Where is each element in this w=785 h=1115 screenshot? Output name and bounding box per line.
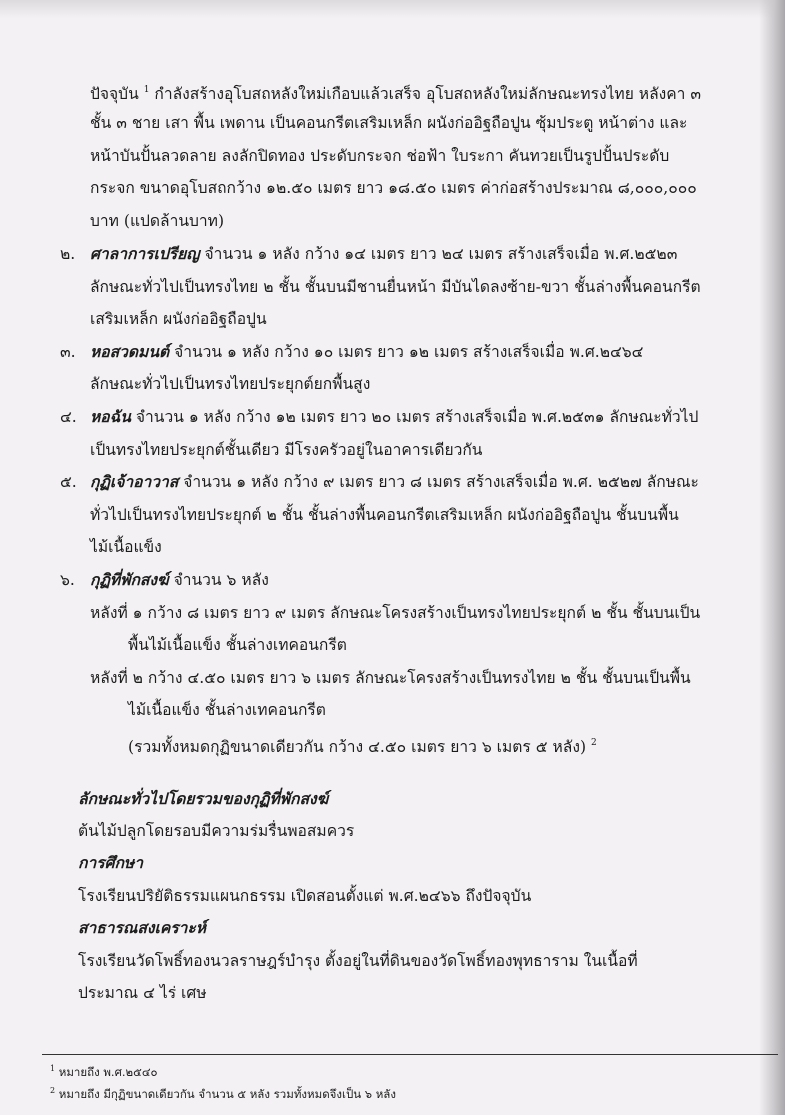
- welfare-line-1: โรงเรียนวัดโพธิ์ทองนวลราษฎร์บำรุง ตั้งอยู่ในที่ดินของวัดโพธิ์ทองพุทธาราม ในเนื้อที่: [78, 952, 638, 970]
- education-heading: การศึกษา: [78, 853, 143, 872]
- intro-line-1: ปัจจุบัน $^1$ กำลังสร้างอุโบสถหลังใหม่เกือบแล้วเสร็จ อุโบสถหลังใหม่ลักษณะทรงไทย หลังคา ๓: [90, 85, 702, 103]
- item-number: ๓.: [60, 343, 76, 361]
- item-title: หอฉัน: [90, 407, 131, 426]
- education-text: โรงเรียนปริยัติธรรมแผนกธรรม เปิดสอนตั้งแต่ พ.ศ.๒๔๖๖ ถึงปัจจุบัน: [78, 887, 532, 905]
- intro-line-2: ชั้น ๓ ชาย เสา พื้น เพดาน เป็นคอนกรีตเสริมเหล็ก ผนังก่ออิฐถือปูน ซุ้มประตู หน้าต่าง และ: [90, 114, 688, 132]
- welfare-heading: สาธารณสงเคราะห์: [78, 918, 207, 937]
- footnote-ref-2[interactable]: 2: [591, 738, 597, 748]
- item-title: กุฏิที่พักสงฆ์: [90, 570, 169, 589]
- footnote-divider: [42, 1054, 778, 1055]
- item-number: ๖.: [60, 571, 75, 589]
- item-2-line-3: เสริมเหล็ก ผนังก่ออิฐถือปูน: [90, 310, 267, 328]
- intro-line-5: บาท (แปดล้านบาท): [90, 212, 225, 230]
- item-6-building-2-line-1: หลังที่ ๒ กว้าง ๔.๕๐ เมตร ยาว ๖ เมตร ลักษณะโครงสร้างเป็นทรงไทย ๒ ชั้น ชั้นบนเป็นพื้น: [90, 669, 691, 687]
- footnote-1: $^1$ หมายถึง พ.ศ.๒๕๔๐: [50, 1064, 158, 1079]
- item-title: กุฏิเจ้าอาวาส: [90, 472, 179, 491]
- item-6-summary-note: (รวมทั้งหมดกุฏิขนาดเดียวกัน กว้าง ๔.๕๐ เมตร ยาว ๖ เมตร ๕ หลัง) $^2$: [128, 738, 597, 756]
- footnote-ref-1[interactable]: 1: [143, 85, 150, 95]
- item-5-line-1: กุฏิเจ้าอาวาส จำนวน ๑ หลัง กว้าง ๙ เมตร ยาว ๘ เมตร สร้างเสร็จเมื่อ พ.ศ. ๒๕๒๗ ลักษณะ: [90, 472, 699, 491]
- footnote-2: $^2$ หมายถึง มีกุฏิขนาดเดียวกัน จำนวน ๕ หลัง รวมทั้งหมดจึงเป็น ๖ หลัง: [50, 1086, 396, 1101]
- general-text: ต้นไม้ปลูกโดยรอบมีความร่มรื่นพอสมควร: [78, 822, 355, 840]
- item-number: ๒.: [60, 245, 76, 263]
- item-title: ศาลาการเปรียญ: [90, 244, 200, 263]
- item-2-line-1: ศาลาการเปรียญ จำนวน ๑ หลัง กว้าง ๑๔ เมตร ยาว ๒๔ เมตร สร้างเสร็จเมื่อ พ.ศ.๒๕๒๓: [90, 244, 678, 263]
- item-5-line-3: ไม้เนื้อแข็ง: [90, 538, 162, 556]
- item-4-line-1: หอฉัน จำนวน ๑ หลัง กว้าง ๑๒ เมตร ยาว ๒๐ เมตร สร้างเสร็จเมื่อ พ.ศ.๒๕๓๑ ลักษณะทั่วไป: [90, 407, 699, 426]
- item-title: หอสวดมนต์: [90, 342, 170, 361]
- general-heading: ลักษณะทั่วไปโดยรวมของกุฏิที่พักสงฆ์: [78, 789, 329, 808]
- item-3-line-1: หอสวดมนต์ จำนวน ๑ หลัง กว้าง ๑๐ เมตร ยาว ๑๒ เมตร สร้างเสร็จเมื่อ พ.ศ.๒๔๖๔: [90, 342, 644, 361]
- item-4-line-2: เป็นทรงไทยประยุกต์ชั้นเดียว มีโรงครัวอยู่ในอาคารเดียวกัน: [90, 441, 483, 459]
- welfare-line-2: ประมาณ ๔ ไร่ เศษ: [78, 984, 207, 1002]
- intro-line-3: หน้าบันปั้นลวดลาย ลงลักปิดทอง ประดับกระจก ช่อฟ้า ใบระกา คันทวยเป็นรูปปั้นประดับ: [90, 147, 670, 165]
- item-3-line-2: ลักษณะทั่วไปเป็นทรงไทยประยุกต์ยกพื้นสูง: [90, 375, 371, 393]
- item-number: ๔.: [60, 408, 77, 426]
- item-6-building-1-line-2: พื้นไม้เนื้อแข็ง ชั้นล่างเทคอนกรีต: [128, 636, 347, 654]
- intro-line-4: กระจก ขนาดอุโบสถกว้าง ๑๒.๕๐ เมตร ยาว ๑๘.๕๐ เมตร ค่าก่อสร้างประมาณ ๘,๐๐๐,๐๐๐: [90, 179, 697, 197]
- item-6-building-1-line-1: หลังที่ ๑ กว้าง ๘ เมตร ยาว ๙ เมตร ลักษณะโครงสร้างเป็นทรงไทยประยุกต์ ๒ ชั้น ชั้นบนเป็น: [90, 604, 701, 622]
- item-2-line-2: ลักษณะทั่วไปเป็นทรงไทย ๒ ชั้น ชั้นบนมีชานยื่นหน้า มีบันไดลงซ้าย-ขวา ชั้นล่างพื้นคอนกรีต: [90, 278, 701, 296]
- item-6-line-1: กุฏิที่พักสงฆ์ จำนวน ๖ หลัง: [90, 570, 269, 589]
- item-number: ๕.: [60, 473, 77, 491]
- item-5-line-2: ทั่วไปเป็นทรงไทยประยุกต์ ๒ ชั้น ชั้นล่างพื้นคอนกรีตเสริมเหล็ก ผนังก่ออิฐถือปูน ชั้นบนพื้น: [90, 506, 679, 524]
- item-6-building-2-line-2: ไม้เนื้อแข็ง ชั้นล่างเทคอนกรีต: [128, 701, 326, 719]
